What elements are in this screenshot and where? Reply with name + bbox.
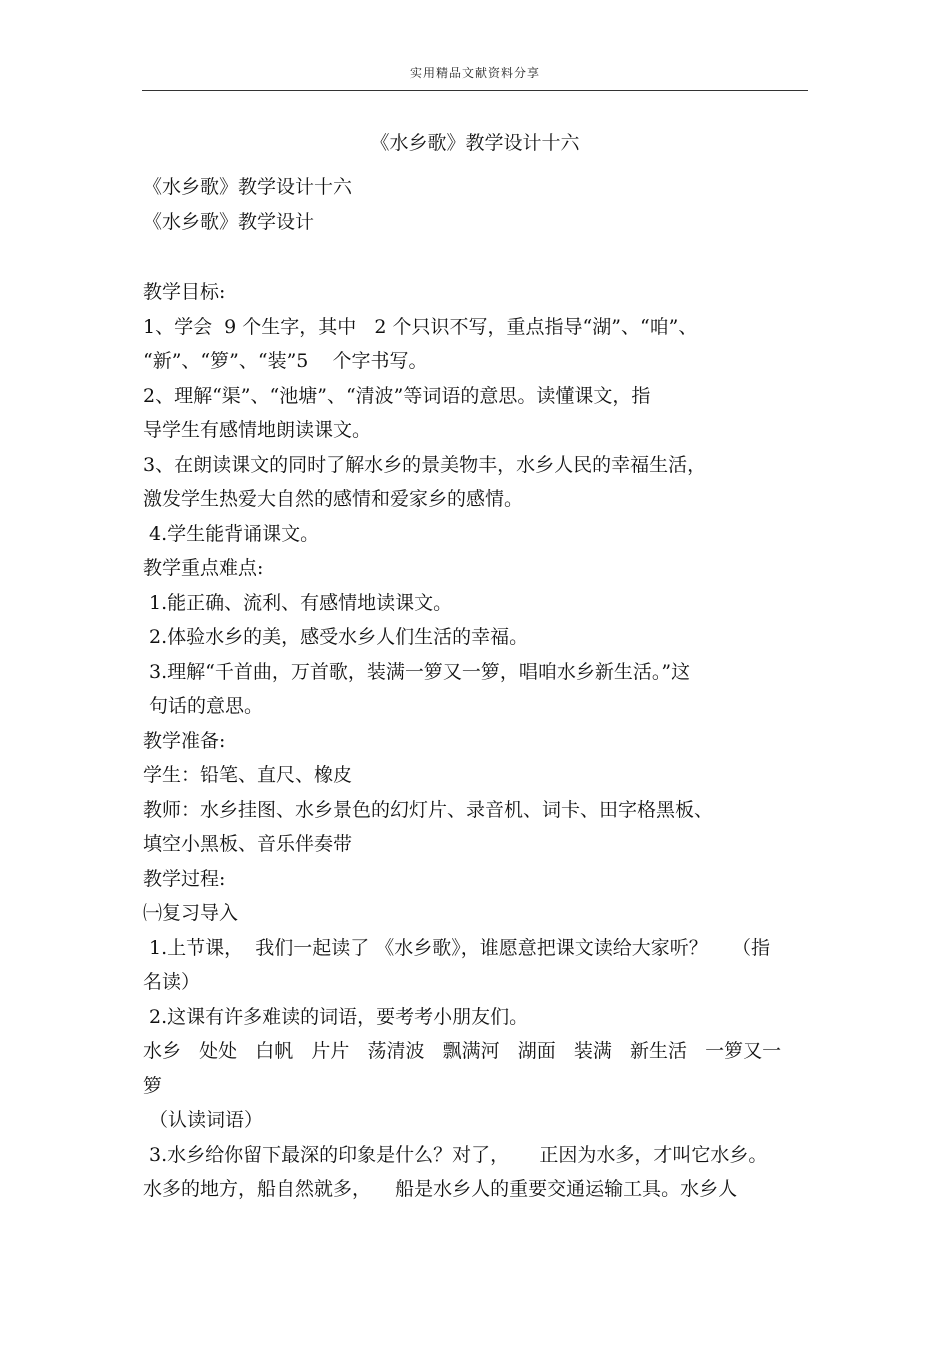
text-line: （认读词语） [143, 1109, 264, 1131]
text-line: 《水乡歌》教学设计 [143, 210, 315, 233]
text-line: 激发学生热爱大自然的感情和爱家乡的感情。 [143, 488, 524, 510]
text-line: 句话的意思。 [143, 695, 264, 717]
text-line: 《水乡歌》教学设计十六 [143, 176, 353, 198]
document-body [143, 170, 815, 1207]
document-title: 《水乡歌》教学设计十六 [370, 132, 580, 154]
blank-line [143, 239, 815, 275]
section-heading-process: 教学过程: [143, 867, 226, 890]
text-line: 1.上节课， 我们一起读了 《水乡歌》，谁愿意把课文读给大家听？ （指 [143, 936, 770, 959]
text-line: 名读） [143, 971, 201, 993]
text-line: 4.学生能背诵课文。 [143, 522, 320, 545]
running-header: 实用精品文献资料分享 [409, 66, 540, 80]
text-line: 2.这课有许多难读的词语，要考考小朋友们。 [143, 1005, 529, 1028]
text-line: 3.理解“千首曲，万首歌，装满一箩又一箩，唱咱水乡新生活。”这 [143, 660, 691, 683]
text-line: 水多的地方，船自然就多， 船是水乡人的重要交通运输工具。水乡人 [143, 1178, 738, 1200]
text-line: 学生：铅笔、直尺、橡皮 [143, 764, 353, 786]
subsection-heading-review: ㈠复习导入 [143, 902, 239, 924]
text-line: 箩 [143, 1074, 163, 1097]
header-rule [142, 90, 808, 91]
section-heading-key-points: 教学重点难点: [143, 557, 264, 579]
text-line: 导学生有感情地朗读课文。 [143, 419, 372, 441]
text-line: 填空小黑板、音乐伴奏带 [143, 833, 353, 855]
text-line: 3.水乡给你留下最深的印象是什么？对了， 正因为水多，才叫它水乡。 [143, 1143, 768, 1166]
text-line: 1、学会 9 个生字，其中 2 个只识不写，重点指导“湖”、“咱”、 [143, 315, 698, 338]
text-line: 2.体验水乡的美，感受水乡人们生活的幸福。 [143, 626, 529, 648]
section-heading-preparation: 教学准备: [143, 729, 226, 752]
vocabulary-line: 水乡 处处 白帆 片片 荡清波 飘满河 湖面 装满 新生活 一箩又一 [143, 1040, 782, 1062]
section-heading-objectives: 教学目标: [143, 281, 226, 303]
text-line: 1.能正确、流利、有感情地读课文。 [143, 591, 453, 614]
text-line: 3、在朗读课文的同时了解水乡的景美物丰，水乡人民的幸福生活， [143, 453, 707, 476]
text-line: 2、理解“渠”、“池塘”、“清波”等词语的意思。读懂课文，指 [143, 384, 651, 407]
text-line: 教师：水乡挂图、水乡景色的幻灯片、录音机、词卡、田字格黑板、 [143, 798, 714, 821]
text-line: “新”、“箩”、“装”5 个字书写。 [143, 350, 428, 372]
